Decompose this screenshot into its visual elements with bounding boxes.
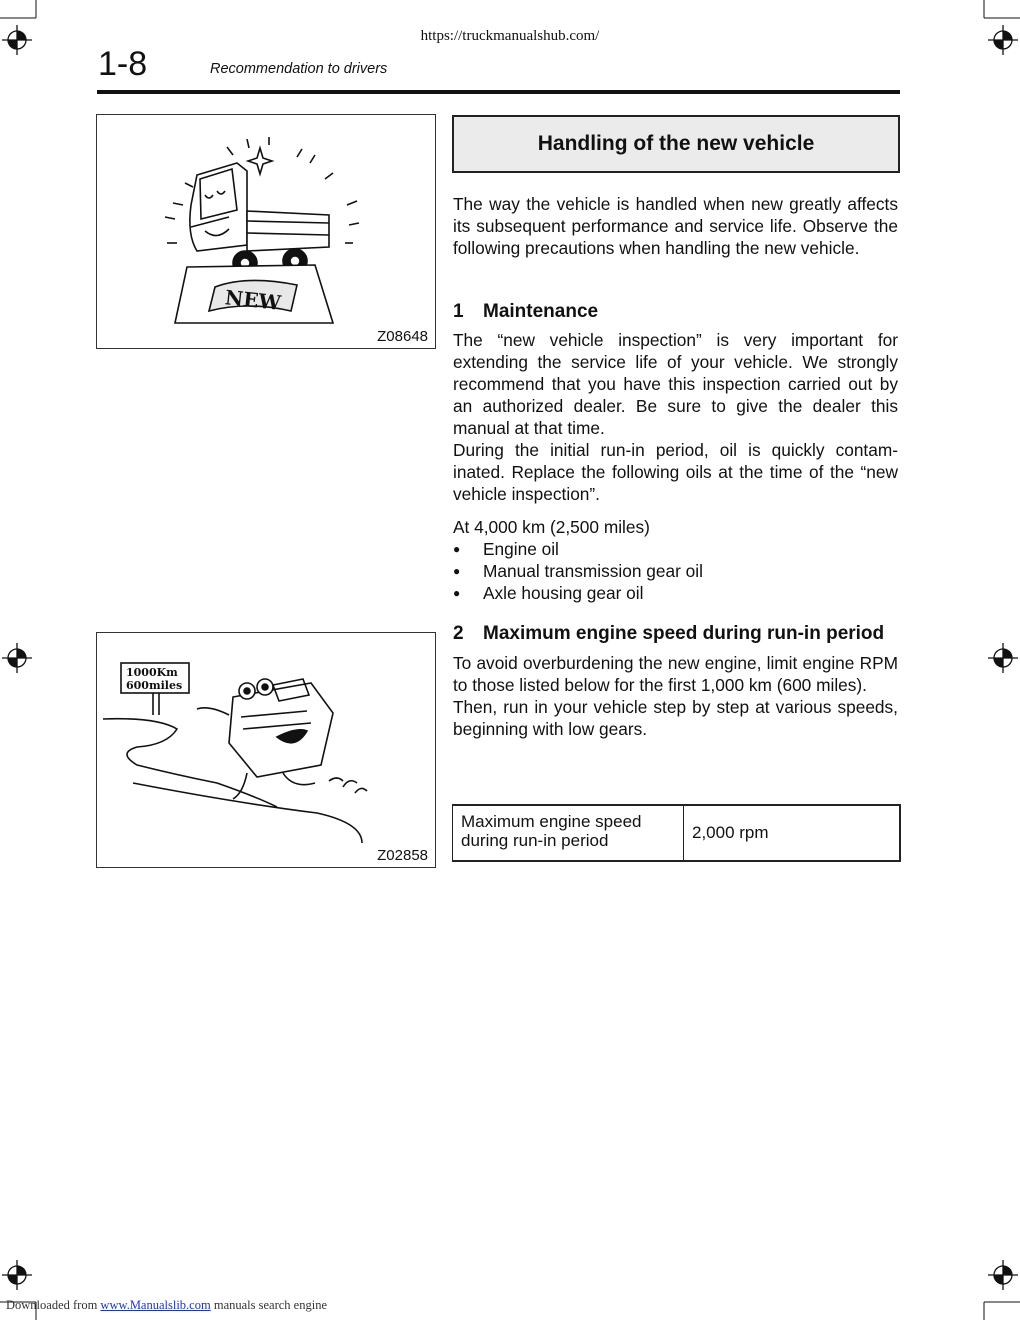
footer-prefix: Downloaded from [6, 1298, 98, 1312]
engine-speed-table [452, 804, 901, 862]
spec-value: 2,000 rpm [692, 823, 769, 842]
section-maintenance [453, 300, 898, 604]
run-in-paragraph-2: Then, run in your vehicle step by step at various speeds, beginning with low gears. [453, 697, 898, 739]
footer-suffix: manuals search engine [213, 1298, 327, 1312]
page-title: Handling of the new vehicle [452, 115, 900, 173]
section-title: Maximum engine speed during run-in period [483, 623, 885, 644]
figure-new-truck [96, 114, 436, 349]
intro-paragraph [453, 193, 898, 259]
maintenance-paragraph-1: The “new vehicle inspection” is very important for extending the service life of your vehicle. We strongly recommend that you have this inspection carried out by an authorized dealer. Be sure to give the dealer this manual at that time. [453, 330, 898, 438]
spec-label: Maximum engine speed during run-in period [453, 806, 684, 860]
oil-change-interval: At 4,000 km (2,500 miles) [453, 517, 650, 537]
figure-id: Z08648 [377, 328, 428, 345]
page-number: 1-8 [98, 45, 148, 83]
distance-sign-km: 1000Km [126, 666, 178, 679]
maintenance-paragraph-2: During the initial run-in period, oil is quickly contam-inated. Replace the following oils at the time of the “new vehicle inspection”. [453, 440, 898, 504]
figure-run-in-engine [96, 632, 436, 868]
list-item: ● Manual transmission gear oil [453, 560, 898, 582]
source-url[interactable]: https://truckmanualshub.com/ [420, 28, 600, 44]
manualslib-link[interactable]: www.Manualslib.com [100, 1298, 211, 1312]
section-header: Recommendation to drivers [210, 61, 388, 77]
running-engine-illustration [97, 633, 435, 867]
intro-text: The way the vehicle is handled when new greatly affects its subsequent performance and service life. Observe the following precautions when handling the new vehicle. [453, 194, 898, 258]
new-truck-illustration [97, 115, 435, 348]
section-number: 1 [453, 301, 464, 322]
section-heading [453, 622, 898, 646]
section-number: 2 [453, 623, 464, 644]
figure-id: Z02858 [377, 847, 428, 864]
list-item: ● Engine oil [453, 538, 898, 560]
distance-sign-miles: 600miles [126, 679, 183, 692]
download-footer [6, 1298, 327, 1313]
section-title: Maintenance [483, 301, 599, 322]
list-item: ● Axle housing gear oil [453, 582, 898, 604]
section-heading [453, 300, 898, 324]
section-max-engine-speed [453, 622, 898, 740]
new-sign-text: NEW [223, 285, 283, 315]
run-in-paragraph-1: To avoid overburdening the new engine, limit engine RPM to those listed below for the first 1,000 km (600 miles). [453, 653, 898, 695]
oil-list [453, 538, 898, 604]
